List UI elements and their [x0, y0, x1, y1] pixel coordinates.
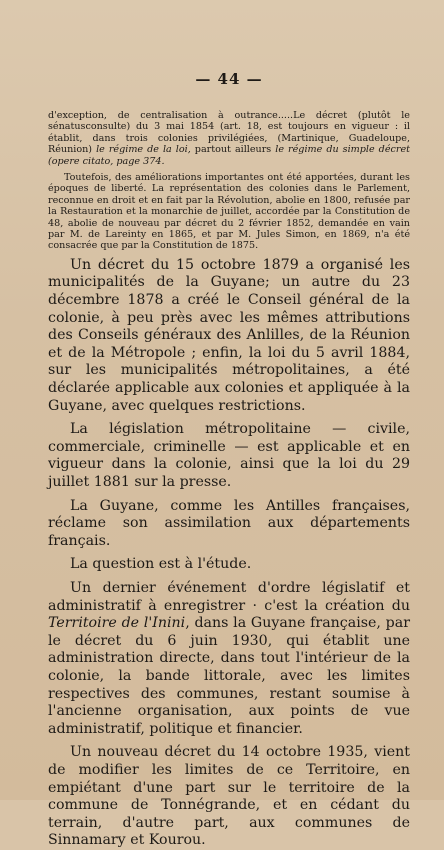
body-paragraph	[48, 257, 410, 415]
footnote-paragraph	[48, 172, 410, 252]
body-paragraph	[48, 556, 410, 574]
page-number: — 44 —	[195, 70, 263, 88]
text-run: Un nouveau décret du 14 octobre 1935, vient de modifier les limites de ce Territoire, en empiétant d'une part sur le territoire de la commune de Tonnégrande, et en cédant du terrain, d'autre part, aux communes de Sinnamary et Kourou.	[48, 744, 410, 849]
text-run: La question est à l'étude.	[70, 556, 252, 573]
text-run: La Guyane, comme les Antilles françaises, réclame son assimilation aux départements français.	[48, 497, 410, 549]
text-run: d'exception, de centralisation à outrance.....Le décret (plutôt le sénatusconsulte) du 3 mai 1854 (art. 18, est toujours en vigueur : il établit, dans trois colonies privilégiées, (Martinique, Guadeloupe, Réunion)	[48, 110, 410, 156]
text-run: Toutefois, des améliorations importantes ont été apportées, durant les époques de liberté. La représentation des colonies dans le Parlement, reconnue en droit et en fait par la Révolution, abolie en 1800, refusée par la Restauration et la monarchie de juillet, accordée par la Constitution de 48, abolie de nouveau par décret du 2 février 1852, demandée en vain par M. de Lareinty en 1865, et par M. Jules Simon, en 1869, n'a été consacrée que par la Constitution de 1875.	[48, 172, 410, 252]
text-run: Un dernier événement d'ordre législatif et administratif à enregistrer · c'est la création du	[48, 579, 410, 614]
body-paragraph	[48, 498, 410, 551]
footnote-block	[48, 110, 410, 252]
text-run: partout ailleurs	[190, 144, 276, 156]
main-text	[48, 257, 410, 850]
italic-run: Territoire de l'Inini	[48, 615, 186, 632]
italic-run: le régime de la loi,	[96, 144, 191, 156]
body-paragraph	[48, 744, 410, 850]
footnote-paragraph	[48, 110, 410, 167]
text-run: La législation métropolitaine — civile, commerciale, criminelle — est applicable et en vigueur dans la colonie, ainsi que la loi du 29 juillet 1881 sur la presse.	[48, 421, 410, 490]
text-run: , dans la Guyane française, par le décret du 6 juin 1930, qui établit une administration directe, dans tout l'intérieur de la colonie, la bande littorale, avec les limites respectives des communes, restant soumise à l'ancienne organisation, aux points de vue administratif, politique et financier.	[48, 615, 410, 737]
italic-run: le régime du simple décret (opere citato, page 374.	[48, 144, 410, 167]
body-paragraph	[48, 580, 410, 738]
text-run: Un décret du 15 octobre 1879 a organisé les municipalités de la Guyane; un autre du 23 décembre 1878 a créé le Conseil général de la colonie, à peu près avec les mêmes attributions des Conseils généraux des Anlilles, de la Réunion et de la Métropole ; enfin, la loi du 5 avril 1884, sur les municipalités métropolitaines, a été déclarée applicable aux colonies et appliquée à la Guyane, avec quelques restrictions.	[48, 256, 410, 414]
body-paragraph	[48, 421, 410, 491]
